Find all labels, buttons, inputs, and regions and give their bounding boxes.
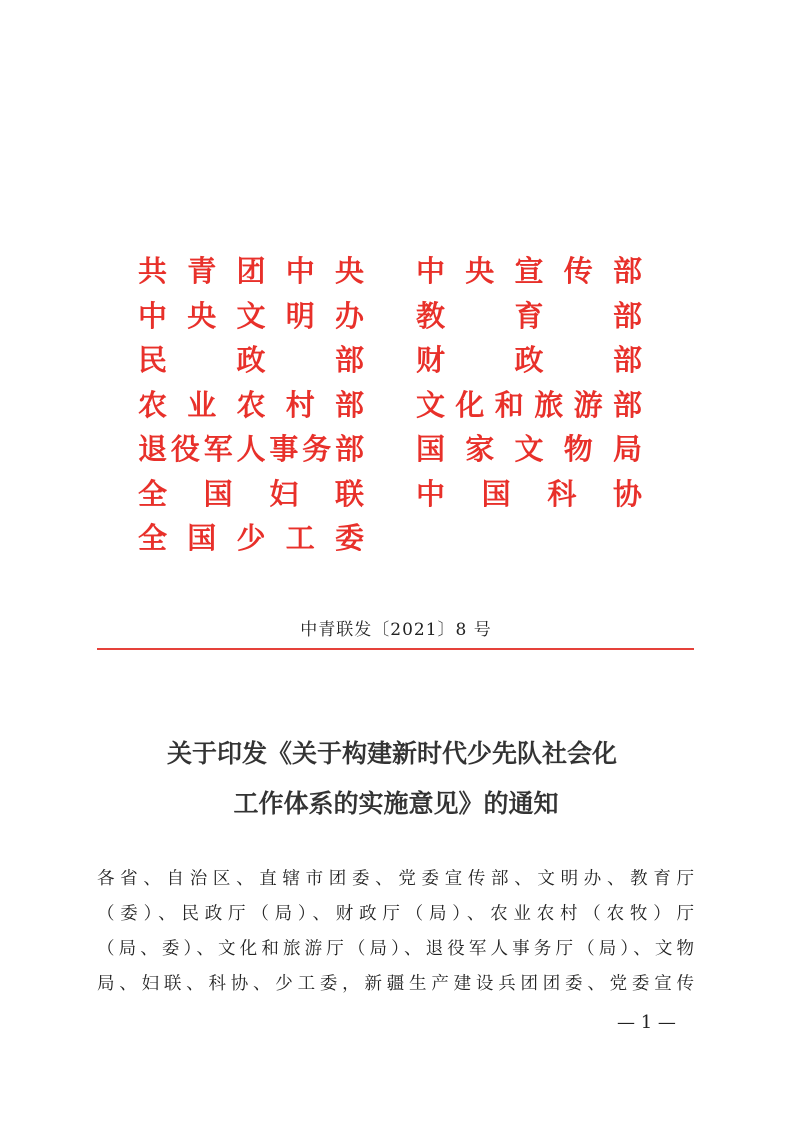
- issuer-row: [138, 430, 642, 475]
- body-line: （局、委）、文化和旅游厅（局）、退役军人事务厅（局）、文物: [97, 939, 694, 959]
- issuer: 农业农村部: [138, 387, 364, 422]
- issuer: 中央文明办: [138, 298, 364, 333]
- issuer-row: [138, 519, 642, 564]
- red-divider: [97, 648, 694, 650]
- body-text: [97, 864, 694, 1004]
- issuer: 教育部: [416, 298, 642, 333]
- issuer: 全国少工委: [138, 521, 364, 555]
- issuer-row: [138, 386, 642, 431]
- issuer-empty: [416, 519, 642, 564]
- page-number: — 1 —: [617, 1012, 676, 1033]
- issuer: 文化和旅游部: [416, 387, 642, 422]
- issuer-row: [138, 252, 642, 297]
- body-line: 各省、自治区、直辖市团委、党委宣传部、文明办、教育厅: [97, 869, 694, 889]
- issuer: 国家文物局: [416, 432, 642, 466]
- issuer-row: [138, 341, 642, 386]
- document-number: 中青联发〔2021〕8 号: [300, 620, 492, 640]
- document-title-line-1: 关于印发《关于构建新时代少先队社会化: [166, 739, 617, 768]
- issuer: 民政部: [138, 343, 364, 377]
- issuer-row: [138, 297, 642, 342]
- issuer: 中国科协: [416, 476, 642, 511]
- issuer: 退役军人事务部: [138, 432, 364, 466]
- body-line: （委）、民政厅（局）、财政厅（局）、农业农村（农牧）厅: [97, 904, 694, 924]
- issuing-agencies: [138, 252, 642, 564]
- body-line: 局、妇联、科协、少工委，新疆生产建设兵团团委、党委宣传: [97, 974, 694, 994]
- issuer: 财政部: [416, 343, 642, 377]
- document-title-line-2: 工作体系的实施意见》的通知: [233, 789, 559, 818]
- issuer: 全国妇联: [138, 476, 364, 511]
- issuer-row: [138, 475, 642, 520]
- issuer: 共青团中央: [138, 254, 364, 288]
- issuer: 中央宣传部: [416, 254, 642, 288]
